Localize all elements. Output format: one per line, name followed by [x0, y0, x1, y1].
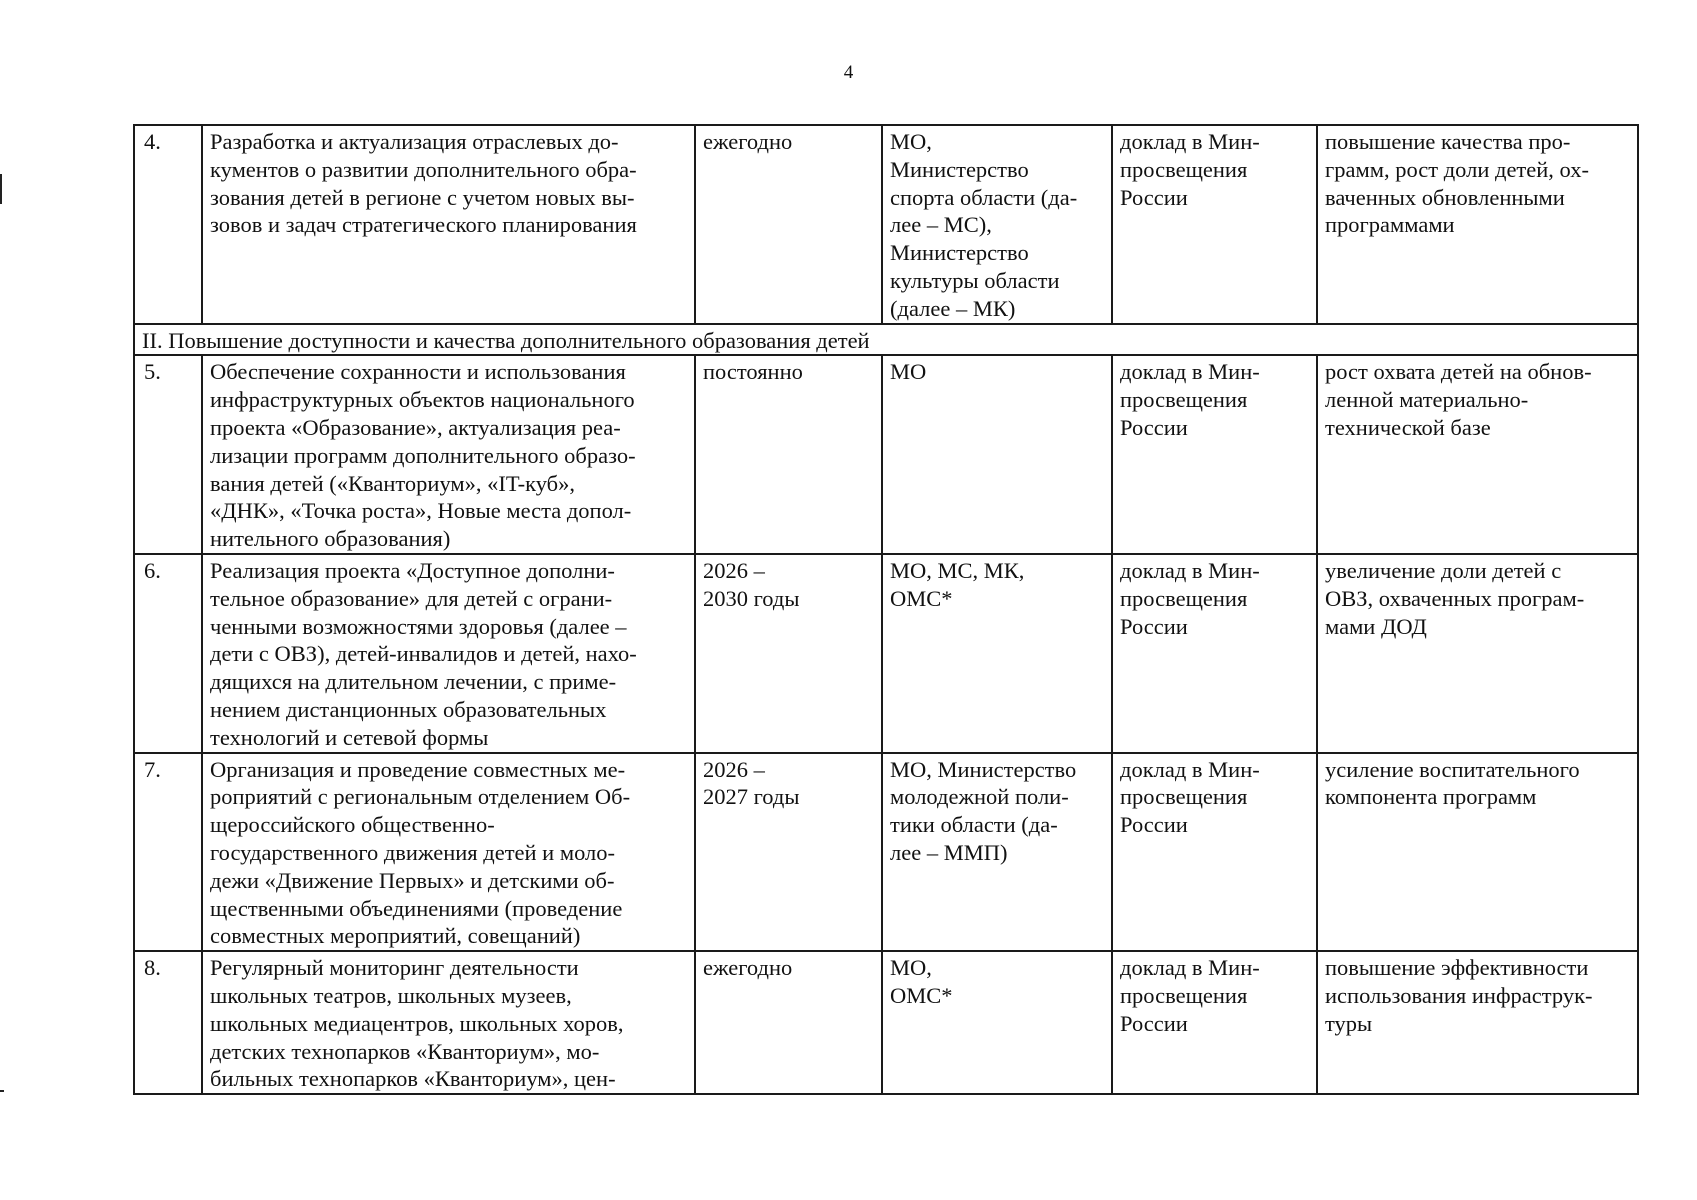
item-number: 8. [134, 951, 202, 1094]
term-cell [695, 125, 882, 324]
cell-line: ОМС* [890, 585, 953, 611]
cell-line: дети с ОВЗ), детей-инвалидов и детей, нахо- [210, 641, 637, 667]
result-form-cell [1112, 753, 1317, 952]
cell-line: лизации программ дополнительного образо- [210, 442, 636, 468]
action-cell [202, 554, 695, 753]
cell-line: совместных мероприятий, совещаний) [210, 923, 581, 949]
cell-line: школьных театров, школьных музеев, [210, 982, 572, 1008]
scan-artifact [0, 174, 2, 204]
cell-line: повышение эффективности [1325, 955, 1589, 981]
outcome-cell [1317, 125, 1638, 324]
result-form-cell [1112, 554, 1317, 753]
result-form-cell [1112, 355, 1317, 554]
cell-line: щероссийского общественно- [210, 812, 495, 838]
item-number: 4. [134, 125, 202, 324]
executors-cell [882, 554, 1112, 753]
cell-line: России [1120, 414, 1188, 440]
cell-line: лее – ММП) [890, 839, 1008, 865]
outcome-cell [1317, 753, 1638, 952]
cell-line: нительного образования) [210, 526, 451, 552]
cell-line: рост охвата детей на обнов- [1325, 359, 1592, 385]
cell-line: доклад в Мин- [1120, 359, 1260, 385]
cell-line: просвещения [1120, 585, 1248, 611]
table-row [134, 554, 1638, 753]
cell-line: России [1120, 184, 1188, 210]
table-row [134, 125, 1638, 324]
cell-line: дящихся на длительном лечении, с приме- [210, 669, 617, 695]
cell-line: доклад в Мин- [1120, 756, 1260, 782]
cell-line: инфраструктурных объектов национального [210, 387, 635, 413]
cell-line: использования инфраструк- [1325, 982, 1593, 1008]
cell-line: проекта «Образование», актуализация реа- [210, 414, 621, 440]
cell-line: компонента программ [1325, 784, 1537, 810]
cell-line: Разработка и актуализация отраслевых до- [210, 129, 619, 154]
executors-cell [882, 753, 1112, 952]
cell-line: (далее – МК) [890, 295, 1016, 321]
section-title: II. Повышение доступности и качества дополнительного образования детей [134, 324, 1638, 356]
cell-line: усиление воспитательного [1325, 756, 1580, 782]
measures-table [133, 124, 1639, 1095]
cell-line: МО, МС, МК, [890, 557, 1025, 583]
action-cell [202, 125, 695, 324]
cell-line: 2027 годы [703, 784, 800, 810]
cell-line: «ДНК», «Точка роста», Новые места допол- [210, 498, 632, 524]
executors-cell [882, 355, 1112, 554]
cell-line: детских технопарков «Кванториум», мо- [210, 1038, 600, 1064]
cell-line: доклад в Мин- [1120, 129, 1260, 154]
cell-line: дежи «Движение Первых» и детскими об- [210, 867, 615, 893]
action-cell [202, 355, 695, 554]
cell-line: ОМС* [890, 982, 953, 1008]
cell-line: России [1120, 1010, 1188, 1036]
cell-line: доклад в Мин- [1120, 955, 1260, 981]
term-cell [695, 554, 882, 753]
item-number: 7. [134, 753, 202, 952]
outcome-cell [1317, 355, 1638, 554]
cell-line: ченными возможностями здоровья (далее – [210, 613, 627, 639]
cell-line: щественными объединениями (проведение [210, 895, 623, 921]
cell-line: МО [890, 359, 927, 385]
cell-line: просвещения [1120, 784, 1248, 810]
term-cell [695, 355, 882, 554]
outcome-cell [1317, 554, 1638, 753]
cell-line: молодежной поли- [890, 784, 1069, 810]
cell-line: тики области (да- [890, 812, 1058, 838]
cell-line: Обеспечение сохранности и использования [210, 359, 626, 385]
cell-line: программами [1325, 212, 1455, 238]
result-form-cell [1112, 951, 1317, 1094]
item-number: 6. [134, 554, 202, 753]
cell-line: ваченных обновленными [1325, 184, 1565, 210]
cell-line: просвещения [1120, 156, 1248, 182]
cell-line: повышение качества про- [1325, 129, 1571, 154]
cell-line: культуры области [890, 267, 1060, 293]
cell-line: школьных медиацентров, школьных хоров, [210, 1010, 624, 1036]
cell-line: технологий и сетевой формы [210, 724, 489, 750]
cell-line: грамм, рост доли детей, ох- [1325, 156, 1589, 182]
cell-line: ежегодно [703, 129, 793, 154]
action-cell [202, 951, 695, 1094]
cell-line: 2030 годы [703, 585, 800, 611]
cell-line: Регулярный мониторинг деятельности [210, 955, 579, 981]
cell-line: мами ДОД [1325, 613, 1427, 639]
executors-cell [882, 951, 1112, 1094]
cell-line: МО, [890, 129, 932, 154]
table-row [134, 355, 1638, 554]
cell-line: России [1120, 812, 1188, 838]
table-row [134, 753, 1638, 952]
cell-line: технической базе [1325, 414, 1491, 440]
cell-line: Министерство [890, 240, 1029, 266]
table-row [134, 951, 1638, 1094]
cell-line: Министерство [890, 156, 1029, 182]
cell-line: Реализация проекта «Доступное дополни- [210, 557, 615, 583]
cell-line: Организация и проведение совместных ме- [210, 756, 626, 782]
cell-line: роприятий с региональным отделением Об- [210, 784, 631, 810]
page-number: 4 [843, 62, 854, 83]
cell-line: зовов и задач стратегического планирования [210, 212, 637, 238]
cell-line: спорта области (да- [890, 184, 1078, 210]
cell-line: государственного движения детей и моло- [210, 839, 616, 865]
cell-line: 2026 – [703, 756, 765, 782]
action-cell [202, 753, 695, 952]
result-form-cell [1112, 125, 1317, 324]
term-cell [695, 951, 882, 1094]
cell-line: МО, [890, 955, 932, 981]
cell-line: увеличение доли детей с [1325, 557, 1562, 583]
cell-line: ОВЗ, охваченных програм- [1325, 585, 1585, 611]
cell-line: ленной материально- [1325, 387, 1529, 413]
cell-line: просвещения [1120, 387, 1248, 413]
cell-line: вания детей («Кванториум», «IT-куб», [210, 470, 575, 496]
scan-artifact [0, 1090, 4, 1092]
cell-line: 2026 – [703, 557, 765, 583]
cell-line: ежегодно [703, 955, 793, 981]
cell-line: туры [1325, 1010, 1373, 1036]
cell-line: России [1120, 613, 1188, 639]
cell-line: бильных технопарков «Кванториум», цен- [210, 1066, 616, 1092]
cell-line: лее – МС), [890, 212, 992, 238]
cell-line: кументов о развитии дополнительного обра- [210, 156, 637, 182]
cell-line: МО, Министерство [890, 756, 1077, 782]
outcome-cell [1317, 951, 1638, 1094]
executors-cell [882, 125, 1112, 324]
item-number: 5. [134, 355, 202, 554]
term-cell [695, 753, 882, 952]
cell-line: постоянно [703, 359, 803, 385]
section-header-row [134, 324, 1638, 356]
cell-line: нением дистанционных образовательных [210, 696, 607, 722]
cell-line: просвещения [1120, 982, 1248, 1008]
cell-line: зования детей в регионе с учетом новых вы- [210, 184, 635, 210]
cell-line: тельное образование» для детей с ограни- [210, 585, 613, 611]
cell-line: доклад в Мин- [1120, 557, 1260, 583]
